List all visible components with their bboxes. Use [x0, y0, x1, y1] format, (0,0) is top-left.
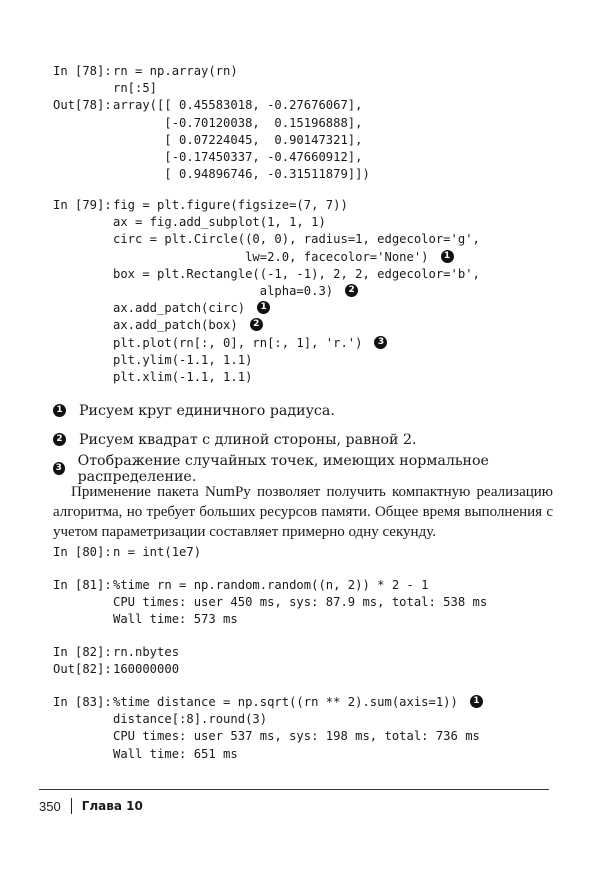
- callout-marker: 2: [345, 284, 358, 297]
- code-text: 160000000: [113, 662, 180, 677]
- code-line: [53, 369, 480, 386]
- code-line: [53, 544, 201, 561]
- code-text: n = int(1e7): [113, 545, 202, 559]
- code-prompt: In [82]:: [53, 645, 112, 659]
- code-text: array([[ 0.45583018, -0.27676067],: [113, 98, 363, 113]
- code-line: [53, 97, 370, 114]
- footer-divider: [71, 798, 72, 814]
- code-text: alpha=0.3): [113, 283, 334, 298]
- code-line: [53, 335, 480, 352]
- code-line: [53, 611, 487, 628]
- code-prompt: In [78]:: [53, 64, 112, 78]
- note-text: Отображение случайных точек, имеющих нормальное распределение.: [77, 452, 489, 485]
- code-line: [53, 711, 483, 728]
- callout-marker: 3: [374, 336, 387, 349]
- code-text: ax.add_patch(circ): [113, 301, 246, 316]
- code-text: [-0.17450337, -0.47660912],: [113, 149, 363, 164]
- code-block-83: [53, 694, 483, 763]
- code-line: [53, 80, 370, 97]
- page-number: 350: [39, 798, 61, 814]
- code-line: [53, 300, 480, 317]
- code-text: CPU times: user 450 ms, sys: 87.9 ms, total: 538 ms: [113, 595, 488, 610]
- callout-marker: 2: [250, 318, 263, 331]
- code-text: [ 0.07224045, 0.90147321],: [113, 132, 363, 147]
- code-text: Wall time: 573 ms: [113, 612, 238, 627]
- code-line: [53, 577, 487, 594]
- code-text: distance[:8].round(3): [113, 712, 268, 727]
- callout-marker: 1: [53, 404, 66, 417]
- code-text: plt.plot(rn[:, 0], rn[:, 1], 'r.'): [113, 335, 363, 350]
- code-line: [53, 132, 370, 149]
- code-line: [53, 594, 487, 611]
- page-footer: [39, 796, 143, 816]
- paragraph-line: алгоритма, но требует больших ресурсов памяти. Общее время выполнения с: [53, 504, 553, 520]
- code-text: rn[:5]: [113, 81, 158, 96]
- code-prompt: Out[82]:: [53, 662, 112, 677]
- code-text: [ 0.94896746, -0.31511879]]): [113, 167, 370, 182]
- callout-marker: 1: [470, 695, 483, 708]
- code-prompt: In [79]:: [53, 198, 112, 212]
- code-text: %time distance = np.sqrt((rn ** 2).sum(axis=1)): [113, 695, 458, 709]
- code-line: [53, 728, 483, 745]
- code-block-80: [53, 544, 201, 561]
- code-line: [53, 644, 179, 661]
- paragraph-line: учетом параметризации составляет примерно одну секунду.: [53, 524, 436, 540]
- code-line: [53, 214, 480, 231]
- code-line: [53, 149, 370, 166]
- callout-marker: 1: [257, 301, 270, 314]
- code-text: ax = fig.add_subplot(1, 1, 1): [113, 215, 326, 230]
- code-prompt: In [83]:: [53, 695, 112, 709]
- note-text: Рисуем квадрат с длиной стороны, равной 2.: [79, 431, 417, 448]
- note-item: [53, 425, 553, 454]
- code-line: [53, 694, 483, 711]
- code-text: Wall time: 651 ms: [113, 746, 238, 761]
- code-block-78: [53, 63, 370, 183]
- code-prompt: Out[78]:: [53, 98, 112, 113]
- code-text: rn.nbytes: [113, 645, 180, 659]
- code-text: rn = np.array(rn): [113, 64, 238, 78]
- code-line: [53, 63, 370, 80]
- callout-marker: 2: [53, 433, 66, 446]
- code-line: [53, 746, 483, 763]
- code-text: fig = plt.figure(figsize=(7, 7)): [113, 198, 348, 212]
- callout-notes: [53, 396, 553, 483]
- code-block-82: [53, 644, 179, 678]
- chapter-title: Глава 10: [81, 799, 143, 813]
- code-line: [53, 115, 370, 132]
- paragraph-line: Применение пакета NumPy позволяет получить компактную реализацию: [71, 484, 553, 500]
- callout-marker: 3: [53, 462, 65, 475]
- code-prompt: In [80]:: [53, 545, 112, 559]
- note-item: [53, 454, 553, 483]
- code-line: [53, 317, 480, 334]
- code-block-81: [53, 577, 487, 629]
- code-line: [53, 166, 370, 183]
- code-line: [53, 231, 480, 248]
- footer-rule: [39, 789, 549, 790]
- note-text: Рисуем круг единичного радиуса.: [79, 402, 335, 419]
- code-line: [53, 197, 480, 214]
- code-text: ax.add_patch(box): [113, 318, 238, 333]
- code-text: lw=2.0, facecolor='None'): [113, 249, 429, 264]
- code-line: [53, 249, 480, 266]
- code-text: box = plt.Rectangle((-1, -1), 2, 2, edgecolor='b',: [113, 266, 480, 281]
- body-paragraph: [53, 482, 553, 542]
- code-block-79: [53, 197, 480, 386]
- code-text: %time rn = np.random.random((n, 2)) * 2 - 1: [113, 578, 429, 592]
- code-line: [53, 661, 179, 678]
- callout-marker: 1: [441, 250, 454, 263]
- note-item: [53, 396, 553, 425]
- code-text: plt.ylim(-1.1, 1.1): [113, 352, 253, 367]
- code-line: [53, 283, 480, 300]
- code-prompt: In [81]:: [53, 578, 112, 592]
- code-line: [53, 266, 480, 283]
- code-text: [-0.70120038, 0.15196888],: [113, 115, 363, 130]
- code-line: [53, 352, 480, 369]
- code-text: circ = plt.Circle((0, 0), radius=1, edgecolor='g',: [113, 232, 480, 247]
- code-text: CPU times: user 537 ms, sys: 198 ms, total: 736 ms: [113, 729, 480, 744]
- code-text: plt.xlim(-1.1, 1.1): [113, 369, 253, 384]
